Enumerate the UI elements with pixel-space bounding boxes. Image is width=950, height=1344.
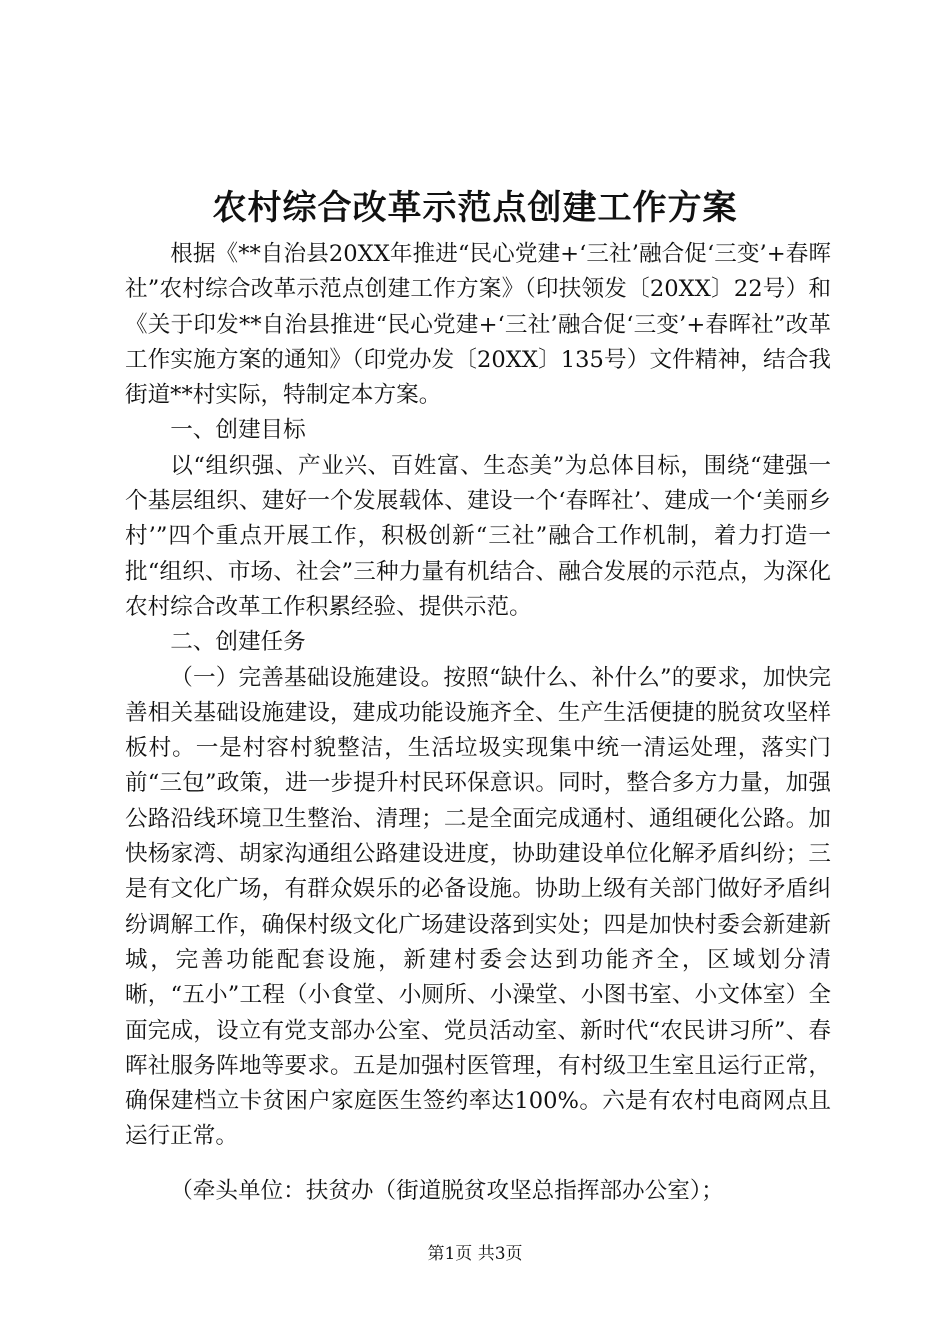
lead-unit-paragraph: （牵头单位：扶贫办（街道脱贫攻坚总指挥部办公室）；: [170, 1177, 724, 1204]
document-title: 农村综合改革示范点创建工作方案: [212, 188, 738, 228]
page-footer: 第1页 共3页: [427, 1244, 523, 1264]
document-body: [125, 237, 831, 1209]
section-heading-goals: 一、创建目标: [170, 417, 306, 444]
goals-paragraph: 以“组织强、产业兴、百姓富、生态美”为总体目标，围绕“建强一个基层组织、建好一个发展载体、建设一个‘春晖社’、建成一个‘美丽乡村’”四个重点开展工作，积极创新“三社”融合工作机制，着力打造一批“组织、市场、社会”三种力量有机结合、融合发展的示范点，为深化农村综合改革工作积累经验、提供示范。: [125, 452, 831, 620]
tasks-paragraph-infrastructure: （一）完善基础设施建设。按照“缺什么、补什么”的要求，加快完善相关基础设施建设，建成功能设施齐全、生产生活便捷的脱贫攻坚样板村。一是村容村貌整洁，生活垃圾实现集中统一清运处理，落实门前“三包”政策，进一步提升村民环保意识。同时，整合多方力量，加强公路沿线环境卫生整治、清理；二是全面完成通村、通组硬化公路。加快杨家湾、胡家沟通组公路建设进度，协助建设单位化解矛盾纠纷；三是有文化广场，有群众娱乐的必备设施。协助上级有关部门做好矛盾纠纷调解工作，确保村级文化广场建设落到实处；四是加快村委会新建新城，完善功能配套设施，新建村委会达到功能齐全，区域划分清晰，“五小”工程（小食堂、小厕所、小澡堂、小图书室、小文体室）全面完成，设立有党支部办公室、党员活动室、新时代“农民讲习所”、春晖社服务阵地等要求。五是加强村医管理，有村级卫生室且运行正常，确保建档立卡贫困户家庭医生签约率达100%。六是有农村电商网点且运行正常。: [125, 664, 831, 1150]
section-heading-tasks: 二、创建任务: [170, 629, 306, 656]
intro-paragraph: 根据《**自治县20XX年推进“民心党建+‘三社’融合促‘三变’+春晖社”农村综合改革示范点创建工作方案》（印扶领发〔20XX〕22号）和《关于印发**自治县推进“民心党建+‘三社’融合促‘三变’+春晖社”改革工作实施方案的通知》（印党办发〔20XX〕135号）文件精神，结合我街道**村实际，特制定本方案。: [125, 241, 831, 409]
